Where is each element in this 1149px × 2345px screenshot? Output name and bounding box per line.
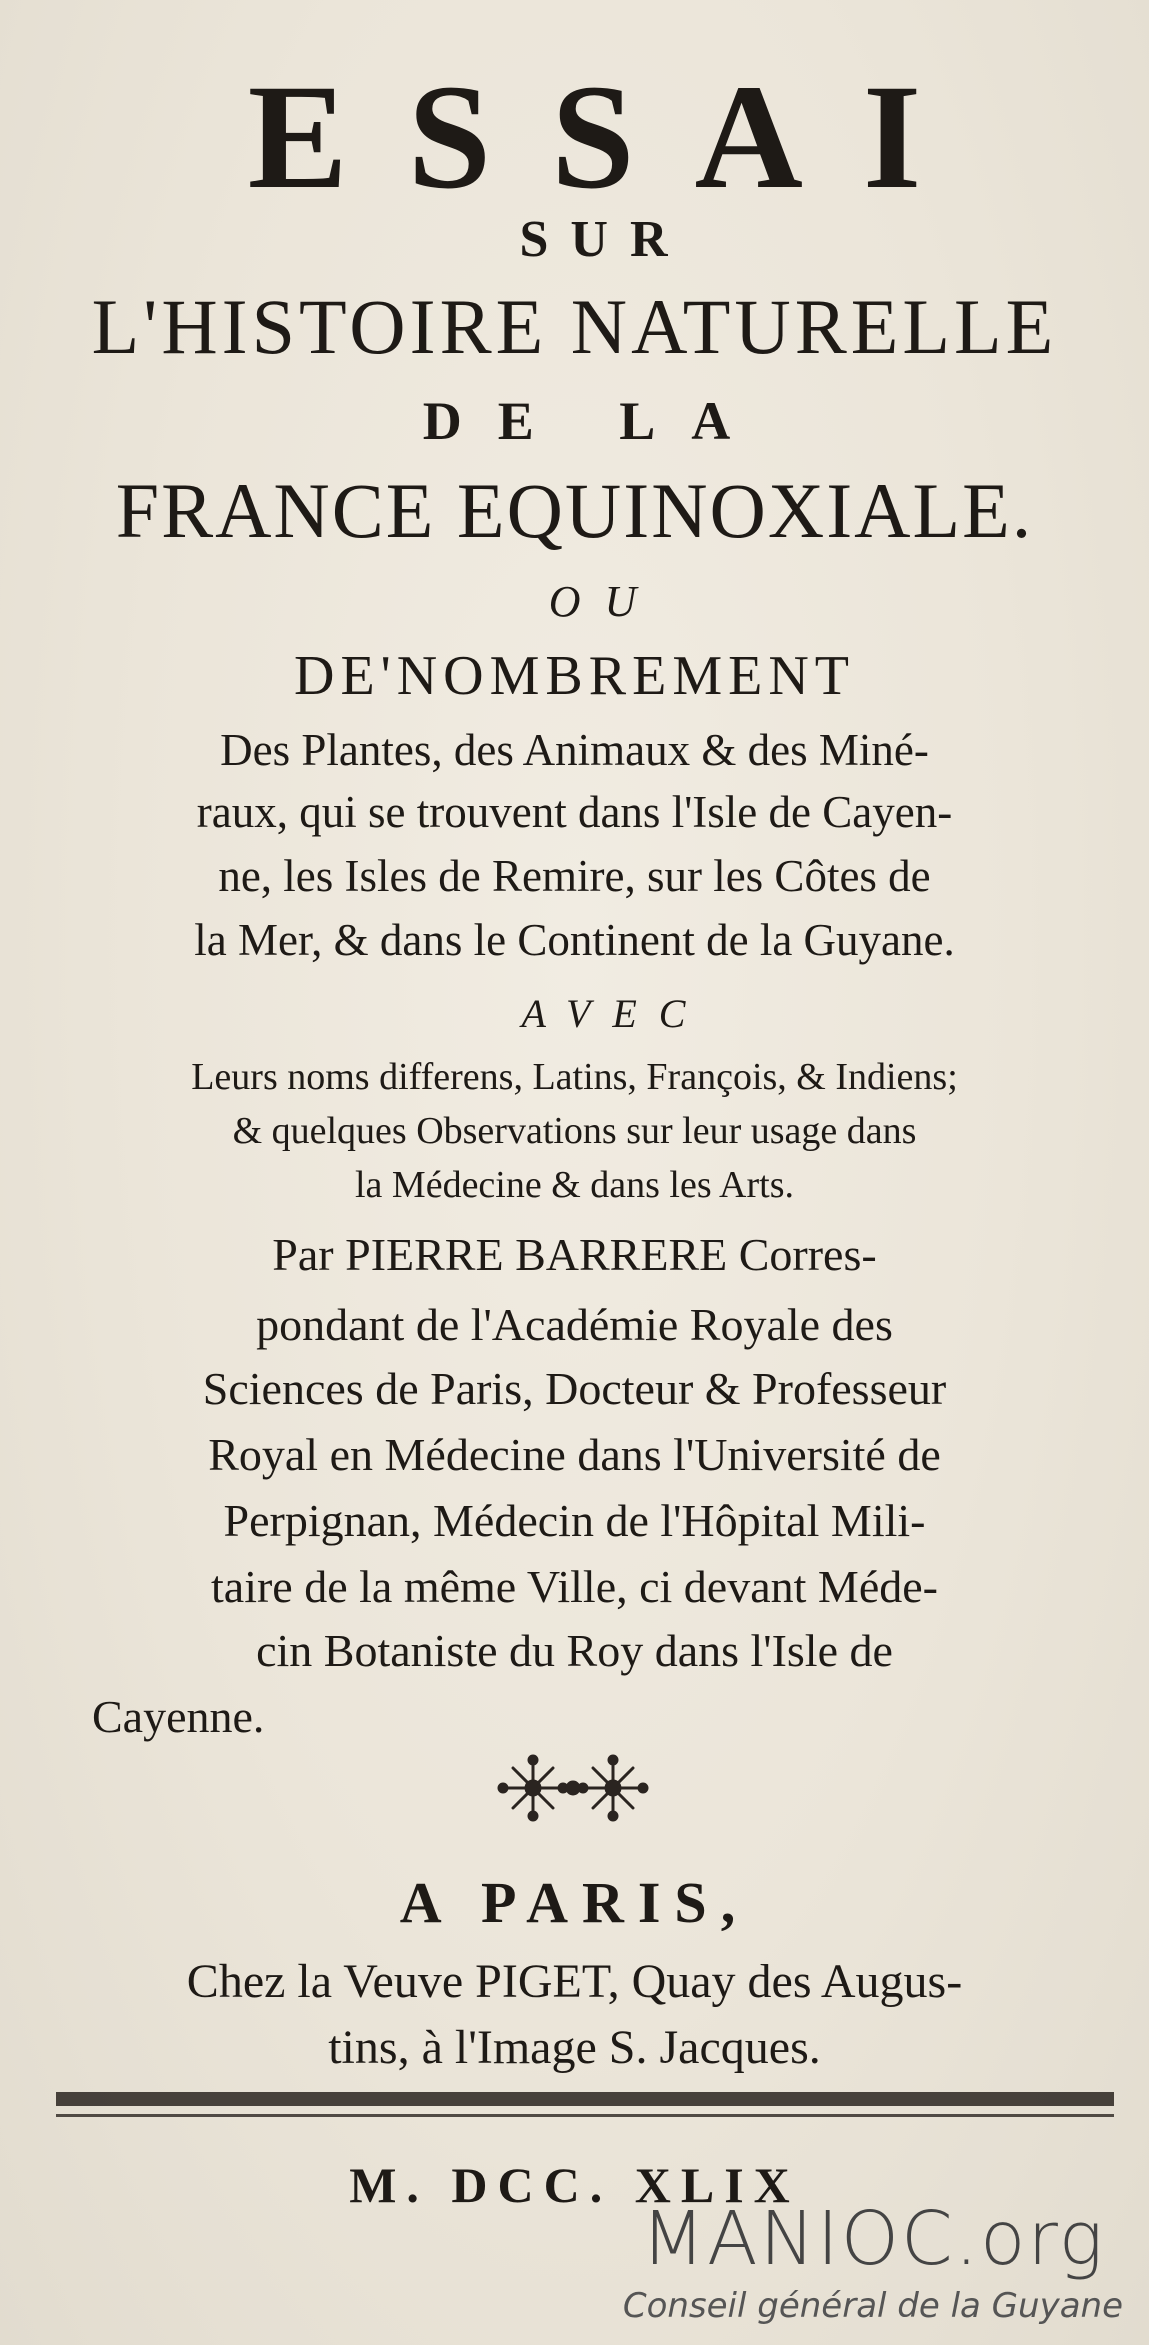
author-line: taire de la même Ville, ci devant Méde- [211,1561,938,1612]
title-histoire-naturelle: L'HISTOIRE NATURELLE [91,283,1058,370]
imprint-publisher-line: Chez la Veuve PIGET, Quay des Augus- [186,1955,963,2008]
title-de-la: DE LA [422,391,767,451]
author-line: cin Botaniste du Roy dans l'Isle de [256,1625,893,1676]
title-essai: ESSAI [247,54,982,220]
imprint-date: M. DCC. XLIX [349,2157,800,2213]
imprint-place: A PARIS, [399,1870,750,1935]
ornamental-rule-thin [56,2114,1114,2117]
description-line: raux, qui se trouvent dans l'Isle de Cayen- [196,787,953,837]
names-line: & quelques Observations sur leur usage dans [232,1110,917,1152]
description-line: Des Plantes, des Animaux & des Miné- [220,725,929,775]
description-line: ne, les Isles de Remire, sur les Côtes de [218,851,931,901]
fleuron-ornament-icon [488,1748,658,1828]
title-ou: OU [548,577,661,626]
author-line: Cayenne. [92,1691,265,1742]
ornamental-rule-thick [56,2092,1114,2106]
title-denombrement: DE'NOMBREMENT [294,645,855,707]
description-line: la Mer, & dans le Continent de la Guyane. [194,915,955,965]
title-sur: SUR [519,211,690,268]
names-line: la Médecine & dans les Arts. [354,1164,794,1206]
manioc-watermark-logo: MANIOC.org [641,2196,1105,2282]
imprint-publisher-line: tins, à l'Image S. Jacques. [328,2021,821,2074]
author-line: pondant de l'Académie Royale des [256,1299,893,1350]
author-line: Par PIERRE BARRERE Corres- [272,1229,877,1280]
manioc-watermark-subtitle: Conseil général de la Guyane [622,2286,1123,2326]
author-line: Sciences de Paris, Docteur & Professeur [202,1363,947,1414]
author-line: Royal en Médecine dans l'Université de [208,1429,941,1480]
title-france-equinoxiale: FRANCE EQUINOXIALE. [115,467,1034,554]
title-avec: AVEC [521,991,708,1036]
names-line: Leurs noms differens, Latins, François, & Indiens; [191,1056,958,1098]
author-line: Perpignan, Médecin de l'Hôpital Mili- [223,1495,926,1546]
